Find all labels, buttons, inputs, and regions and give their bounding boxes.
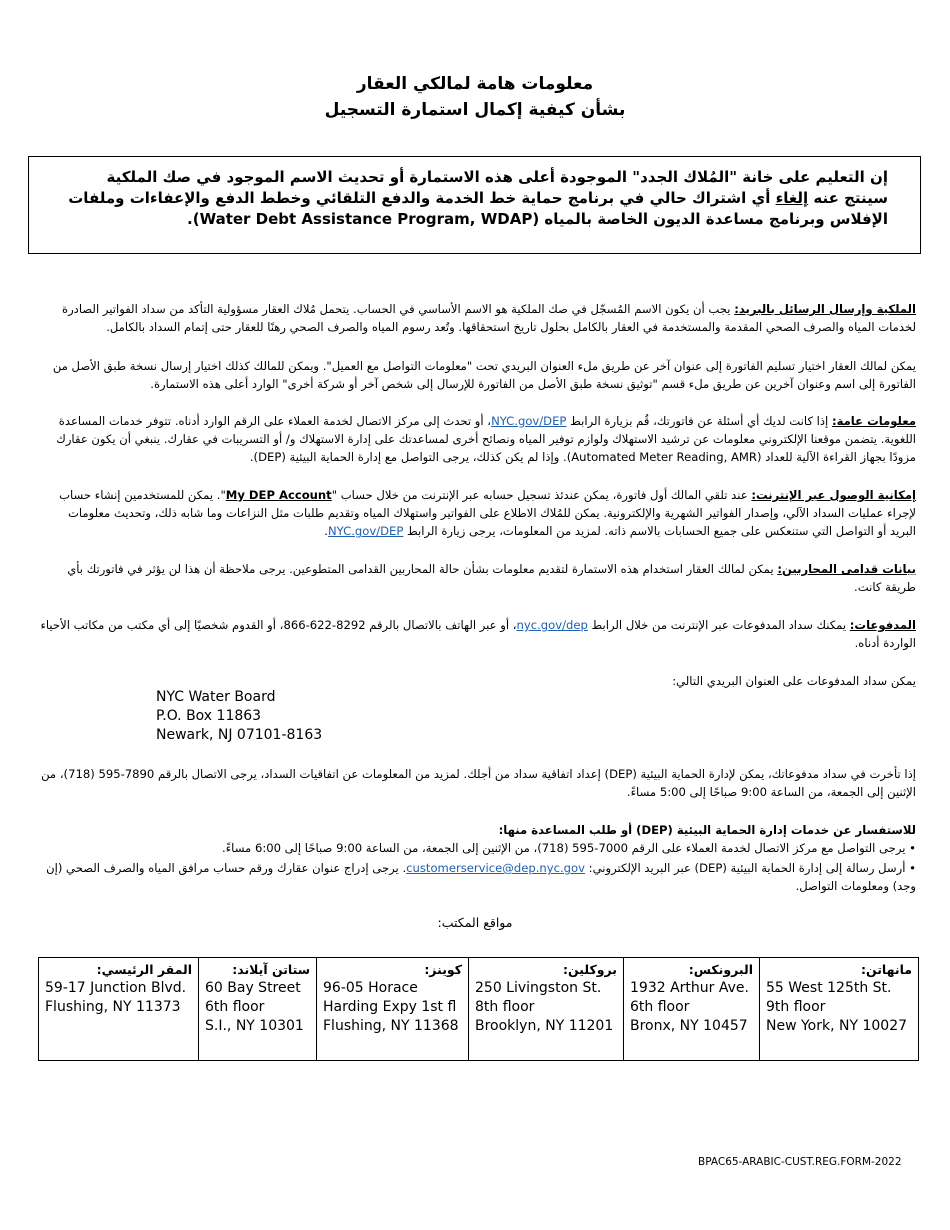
office-address-line: Brooklyn, NY 11201	[475, 1018, 614, 1034]
office-address-line: 6th floor	[630, 999, 690, 1015]
mailing-address	[156, 688, 322, 745]
office-address-line: 6th floor	[205, 999, 265, 1015]
office-name: بروكلين:	[563, 962, 617, 977]
general-text1: إذا كانت لديك أي أسئلة عن فاتورتك، قُم بزيارة الرابط	[566, 414, 832, 428]
office-address-line: 250 Livingston St.	[475, 980, 602, 996]
page-subtitle: بشأن كيفية إكمال استمارة التسجيل	[324, 100, 626, 120]
mail-payments-paragraph: يمكن سداد المدفوعات على العنوان البريدي التالي:	[672, 674, 916, 688]
address-line-3: Newark, NJ 07101-8163	[156, 727, 323, 743]
office-address-line: New York, NY 10027	[766, 1018, 908, 1034]
office-name: كوينز:	[424, 962, 462, 977]
nyc-dep-link[interactable]: NYC.gov/DEP	[491, 414, 567, 428]
notice-text	[59, 167, 888, 230]
contact-bullet-1-text: يرجى التواصل مع مركز الاتصال لخدمة العملاء على الرقم 7000-595 (718)، من الإثنين إلى الجمعة، من الساعة 9:00 صباحًا إلى 6:00 مساءً.	[222, 841, 906, 855]
payments-paragraph	[40, 616, 916, 652]
online-heading: إمكانية الوصول عبر الإنترنت:	[751, 488, 916, 502]
general-text2: ، أو تحدث إلى مركز الاتصال لخدمة العملاء على الرقم الوارد أدناه. تتوفر خدمات المساعدة اللغوية. يتضمن موقعنا الإلكتروني معلومات عن ترشيد الاستهلاك ولوازم توفير المياه ونصائح أخرى لمساعدتك على إدارة الاستهلاك و/ أو التسريبات في عقارك. ينبغي أن يكون عقارك مزودًا بجهاز القراءة الآلية للعداد (Automated Meter Reading, AMR). وإذا لم يكن كذلك، يرجى التواصل مع إدارة الحماية البيئية (DEP).	[56, 414, 916, 464]
veterans-paragraph	[40, 560, 916, 596]
notice-box	[28, 156, 921, 254]
address-line-2: P.O. Box 11863	[156, 708, 262, 724]
office-address-line: Harding Expy 1st fl	[323, 999, 457, 1015]
notice-part1: إن التعليم على خانة "المُلاك الجدد" الموجودة أعلى هذه الاستمارة أو تحديث الاسم الموجود في صك الملكية سينتج عنه	[106, 168, 888, 207]
office-address-line: S.I., NY 10301	[205, 1018, 304, 1034]
general-heading: معلومات عامة:	[831, 414, 916, 428]
late-payment-paragraph: إذا تأخرت في سداد مدفوعاتك، يمكن لإدارة الحماية البيئية (DEP) إعداد اتفاقية سداد من أجلك. لمزيد من المعلومات عن اتفاقيات السداد، يرجى الاتصال بالرقم 7890-595 (718)، من الإثنين إلى الجمعة، من الساعة 9:00 صباحًا إلى 5:00 مساءً.	[41, 767, 916, 799]
office-address-line: 59-17 Junction Blvd.	[45, 980, 187, 996]
contact-bullet-2: • أرسل رسالة إلى إدارة الحماية البيئية (DEP) عبر البريد الإلكتروني: customerservice@dep.nyc.gov. يرجى إدراج عنوان عقارك ورقم حساب مرافق المياه والصرف الصحي (إن وجد) ومعلومات التواصل.	[46, 861, 916, 893]
my-dep-account-label: My DEP Account	[225, 488, 332, 502]
contact-bullet-2-text2: . يرجى إدراج عنوان عقارك ورقم حساب مرافق المياه والصرف الصحي (إن وجد) ومعلومات التواصل.	[46, 861, 916, 893]
payments-text2: ، أو عبر الهاتف بالاتصال بالرقم 8292-622-866، أو القدوم شخصيًا إلى أي مكتب من مكاتب الأحياء الواردة أدناه.	[40, 618, 916, 650]
payments-heading: المدفوعات:	[849, 618, 916, 632]
office-cell-staten-island	[199, 958, 317, 1061]
office-address-line: 96-05 Horace	[323, 980, 418, 996]
offices-table	[38, 957, 919, 1061]
contact-heading: للاستفسار عن خدمات إدارة الحماية البيئية (DEP) أو طلب المساعدة منها:	[498, 823, 916, 837]
office-name: المقر الرئيسي:	[96, 962, 192, 977]
page-title: معلومات هامة لمالكي العقار	[356, 74, 594, 94]
office-cell-manhattan	[760, 958, 919, 1061]
office-cell-brooklyn	[469, 958, 624, 1061]
veterans-heading: بيانات قدامى المحاربين:	[777, 562, 916, 576]
office-cell-queens	[317, 958, 469, 1061]
office-name: ستاتن آيلاند:	[232, 962, 310, 977]
notice-underlined-word: إلغاء	[775, 189, 809, 207]
office-address-line: 9th floor	[766, 999, 826, 1015]
online-text1: عند تلقي المالك أول فاتورة، يمكن عندئذ تسجيل حسابه عبر الإنترنت من خلال حساب "	[331, 488, 752, 502]
payments-text1: يمكنك سداد المدفوعات عبر الإنترنت من خلال الرابط	[587, 618, 850, 632]
mailing-paragraph	[40, 357, 916, 393]
office-address-line: 1932 Arthur Ave.	[630, 980, 749, 996]
office-address-line: 60 Bay Street	[205, 980, 301, 996]
contact-bullet-2-text1: أرسل رسالة إلى إدارة الحماية البيئية (DEP) عبر البريد الإلكتروني:	[584, 861, 906, 875]
office-address-line: 55 West 125th St.	[766, 980, 892, 996]
nyc-gov-dep-payments-link[interactable]: nyc.gov/dep	[516, 618, 588, 632]
ownership-heading: الملكية وإرسال الرسائل بالبريد:	[734, 302, 916, 316]
contact-bullet-1: • يرجى التواصل مع مركز الاتصال لخدمة العملاء على الرقم 7000-595 (718)، من الإثنين إلى الجمعة، من الساعة 9:00 صباحًا إلى 6:00 مساءً.	[222, 841, 916, 855]
online-access-paragraph	[40, 486, 916, 540]
online-text2: ". يمكن للمستخدمين إنشاء حساب لإجراء عمليات السداد الآلي، وإصدار الفواتير الشهرية والإلكترونية. يمكن للمُلاك الاطلاع على الفواتير واستهلاك المياه وتقديم طلبات مثل النزاعات وما شابه ذلك، وتحديث معلومات البريد أو التواصل التي ستنعكس على جميع الحسابات بالاسم ذاته. لمزيد من المعلومات، يرجى زيارة الرابط	[59, 488, 916, 538]
office-name: البرونكس:	[688, 962, 753, 977]
offices-row	[39, 958, 919, 1061]
mailing-text: يمكن لمالك العقار اختيار تسليم الفاتورة إلى عنوان آخر عن طريق ملء العنوان البريدي تحت "معلومات التواصل مع العميل". ويمكن للمالك كذلك اختيار إرسال نسخة طبق الأصل من الفاتورة إلى اسم وعنوان آخرين عن طريق ملء قسم "توثيق نسخة طبق الأصل من الفاتورة للإرسال إلى شخص آخر أو شركة أخرى" الوارد أعلى هذه الاستمارة.	[52, 359, 916, 391]
form-id-footer: BPAC65-ARABIC-CUST.REG.FORM-2022	[698, 1156, 902, 1168]
ownership-text: يجب أن يكون الاسم المُسجّل في صك الملكية هو الاسم الأساسي في الحساب. يتحمل مُلاك العقار مسؤولية التأكد من سداد الفواتير الصادرة لخدمات المياه والصرف الصحي المقدمة والمستخدمة في العقار بالكامل بحلول تاريخ استحقاقها. وتُعد رسوم المياه والصرف الصحي رهنًا للعقار حتى إتمام السداد بالكامل.	[62, 302, 916, 334]
address-line-1: NYC Water Board	[156, 689, 276, 705]
offices-label: مواقع المكتب:	[437, 915, 513, 930]
office-address-line: Bronx, NY 10457	[630, 1018, 748, 1034]
online-text3: .	[324, 524, 328, 538]
veterans-text: يمكن لمالك العقار استخدام هذه الاستمارة لتقديم معلومات بشأن حالة المحاربين القدامى المتطوعين. يرجى ملاحظة أن هذا لن يؤثر في فاتورتك بأي طريقة كانت.	[67, 562, 916, 594]
nyc-dep-link-2[interactable]: NYC.gov/DEP	[327, 524, 404, 538]
general-info-paragraph	[40, 412, 916, 466]
office-name: مانهاتن:	[860, 962, 912, 977]
notice-part2: أي اشتراك حالي في برنامج حماية خط الخدمة والدفع التلقائي وخطط الدفع والإعفاءات وملفات الإفلاس وبرنامج مساعدة الديون الخاصة بالمياه (Water Debt Assistance Program, WDAP).	[68, 189, 888, 228]
office-cell-headquarters	[39, 958, 199, 1061]
office-address-line: Flushing, NY 11373	[45, 999, 181, 1015]
office-address-line: Flushing, NY 11368	[323, 1018, 459, 1034]
office-address-line: 8th floor	[475, 999, 535, 1015]
office-cell-bronx	[624, 958, 760, 1061]
customer-service-email-link[interactable]: customerservice@dep.nyc.gov	[406, 861, 585, 875]
ownership-paragraph	[40, 300, 916, 336]
